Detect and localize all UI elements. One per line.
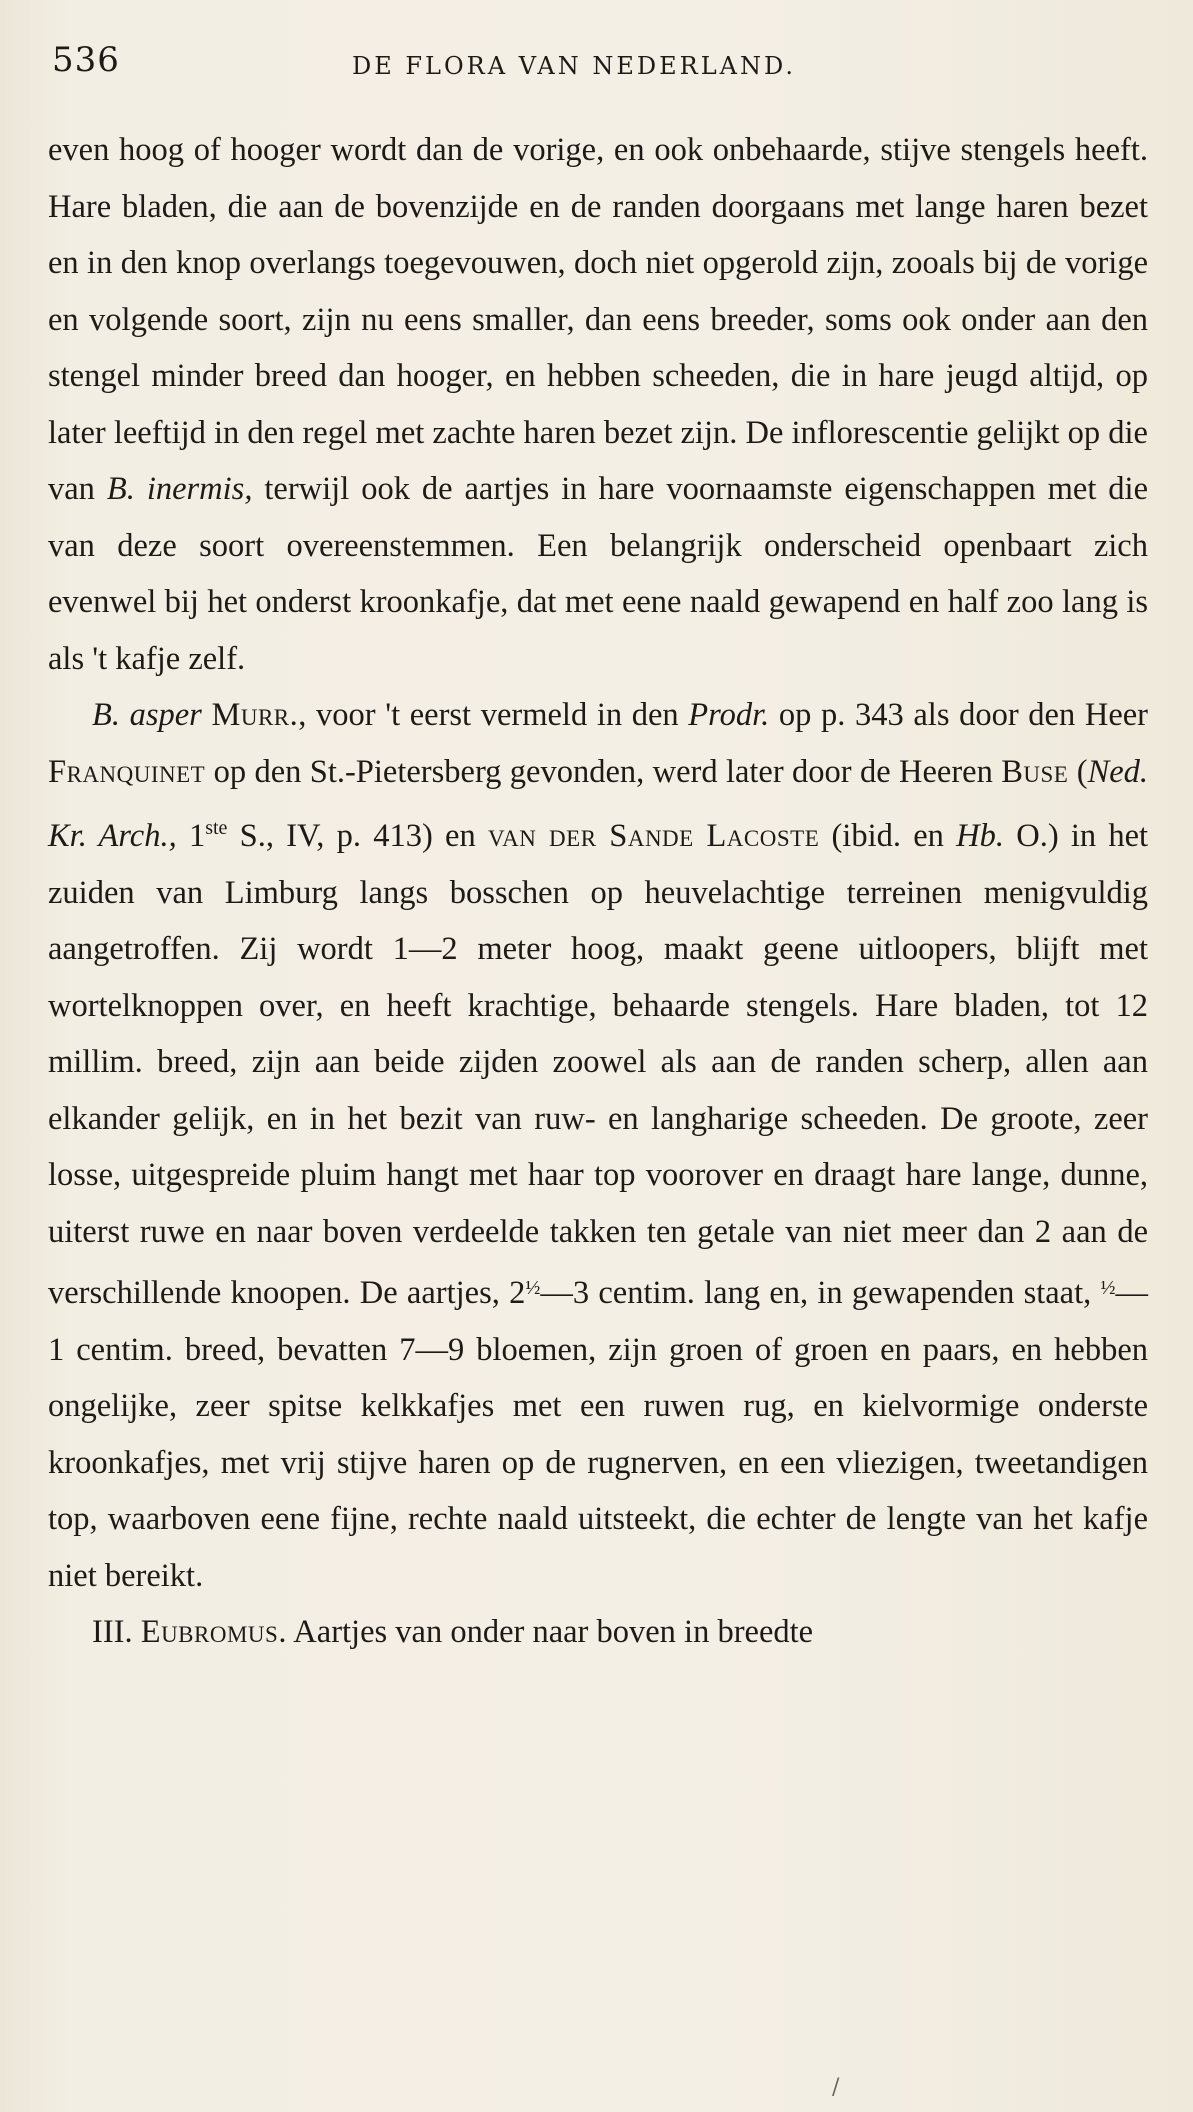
section-heading-eubromus	[48, 1604, 1148, 1661]
paragraph-text: terwijl ook de aartjes in hare voornaamste eigenschappen met die van deze soort overeenstemmen. Een belangrijk onderscheid openbaart zich evenwel bij het onderst kroonkafje, dat met eene naald gewapend en half zoo lang is als 't kafje zelf.	[48, 471, 1149, 677]
fraction-half: ½	[525, 1277, 541, 1299]
paragraph-text: (ibid. en	[831, 818, 944, 854]
reference-prodr: Prodr.	[688, 697, 770, 733]
paragraph-text: O.) in het zuiden van Limburg langs bosschen op heuvelachtige terreinen menigvuldig aangetroffen. Zij wordt 1—2 meter hoog, maakt geene uitloopers, blijft met wortelknoppen over, en heeft krachtige, behaarde stengels. Hare bladen, tot 12 millim. breed, zijn aan beide zijden zoowel als aan de randen scherp, allen aan elkander gelijk, en in het bezit van ruw- en langharige scheeden. De groote, zeer losse, uitgespreide pluim hangt met haar top voorover en draagt hare lange, dunne, uiterst ruwe en naar boven verdeelde takken ten getale van niet meer dan 2 aan de verschillende knoopen. De aartjes, 2	[48, 818, 1149, 1311]
paragraph-text: op p. 343 als door den Heer	[778, 697, 1148, 733]
stray-pencil-mark: /	[832, 2075, 840, 2100]
paragraph-continuation	[48, 122, 1148, 687]
species-name-inermis: B. inermis,	[106, 471, 253, 507]
paragraph-text: —3 centim. lang en, in gewapenden staat,	[540, 1275, 1092, 1311]
paragraph-text: , voor 't eerst vermeld in den	[298, 697, 679, 733]
author-name: Murr.	[211, 697, 299, 733]
page-header	[52, 34, 1152, 94]
section-numeral: III.	[92, 1614, 133, 1650]
reference-journal: Ned. Kr. Arch.,	[48, 753, 1149, 854]
reference-herbarium: Hb.	[956, 818, 1004, 854]
body-text	[48, 122, 1148, 1661]
paragraph-text: —1 centim. breed, bevatten 7—9 bloemen, zijn groen of groen en paars, en hebben ongelijke, zeer spitse kelkkafjes met een ruwen rug, en kielvormige onderste kroonkafjes, met vrij stijve haren op de rugnerven, en een vliezigen, tweetandigen top, waarboven eene fijne, rechte naald uitsteekt, die echter de lengte van het kafje niet bereikt.	[48, 1275, 1149, 1594]
paragraph-text: Aartjes van onder naar boven in breedte	[293, 1614, 814, 1650]
paragraph-text: (	[1076, 753, 1088, 790]
paragraph-text: S., IV, p. 413) en	[239, 818, 476, 854]
person-franquinet: Franquinet	[48, 753, 206, 790]
paragraph-text: op den St.-Pietersberg gevonden, werd later door de Heeren	[213, 753, 993, 790]
series-superscript: ste	[205, 817, 228, 839]
paragraph-bromus-asper	[48, 687, 1148, 1604]
person-buse: Buse	[1001, 753, 1069, 790]
fraction-half: ½	[1100, 1277, 1116, 1299]
paragraph-text: even hoog of hooger wordt dan de vorige, en ook onbehaarde, stijve stengels heeft. Hare bladen, die aan de bovenzijde en de randen doorgaans met lange haren bezet en in den knop overlangs toegevouwen, doch niet opgerold zijn, zooals bij de vorige en volgende soort, zijn nu eens smaller, dan eens breeder, soms ook onder aan den stengel minder breed dan hooger, en hebben scheeden, die in hare jeugd altijd, op later leeftijd in den regel met zachte haren bezet zijn. De inflorescentie gelijkt op die van	[48, 132, 1148, 507]
running-title: DE FLORA VAN NEDERLAND.	[352, 52, 796, 80]
page-number: 536	[52, 40, 120, 80]
section-name: Eubromus.	[140, 1614, 287, 1650]
species-name-asper: B. asper	[92, 697, 202, 733]
series-number: 1	[188, 818, 206, 854]
person-lacoste: van der Sande Lacoste	[487, 818, 820, 854]
